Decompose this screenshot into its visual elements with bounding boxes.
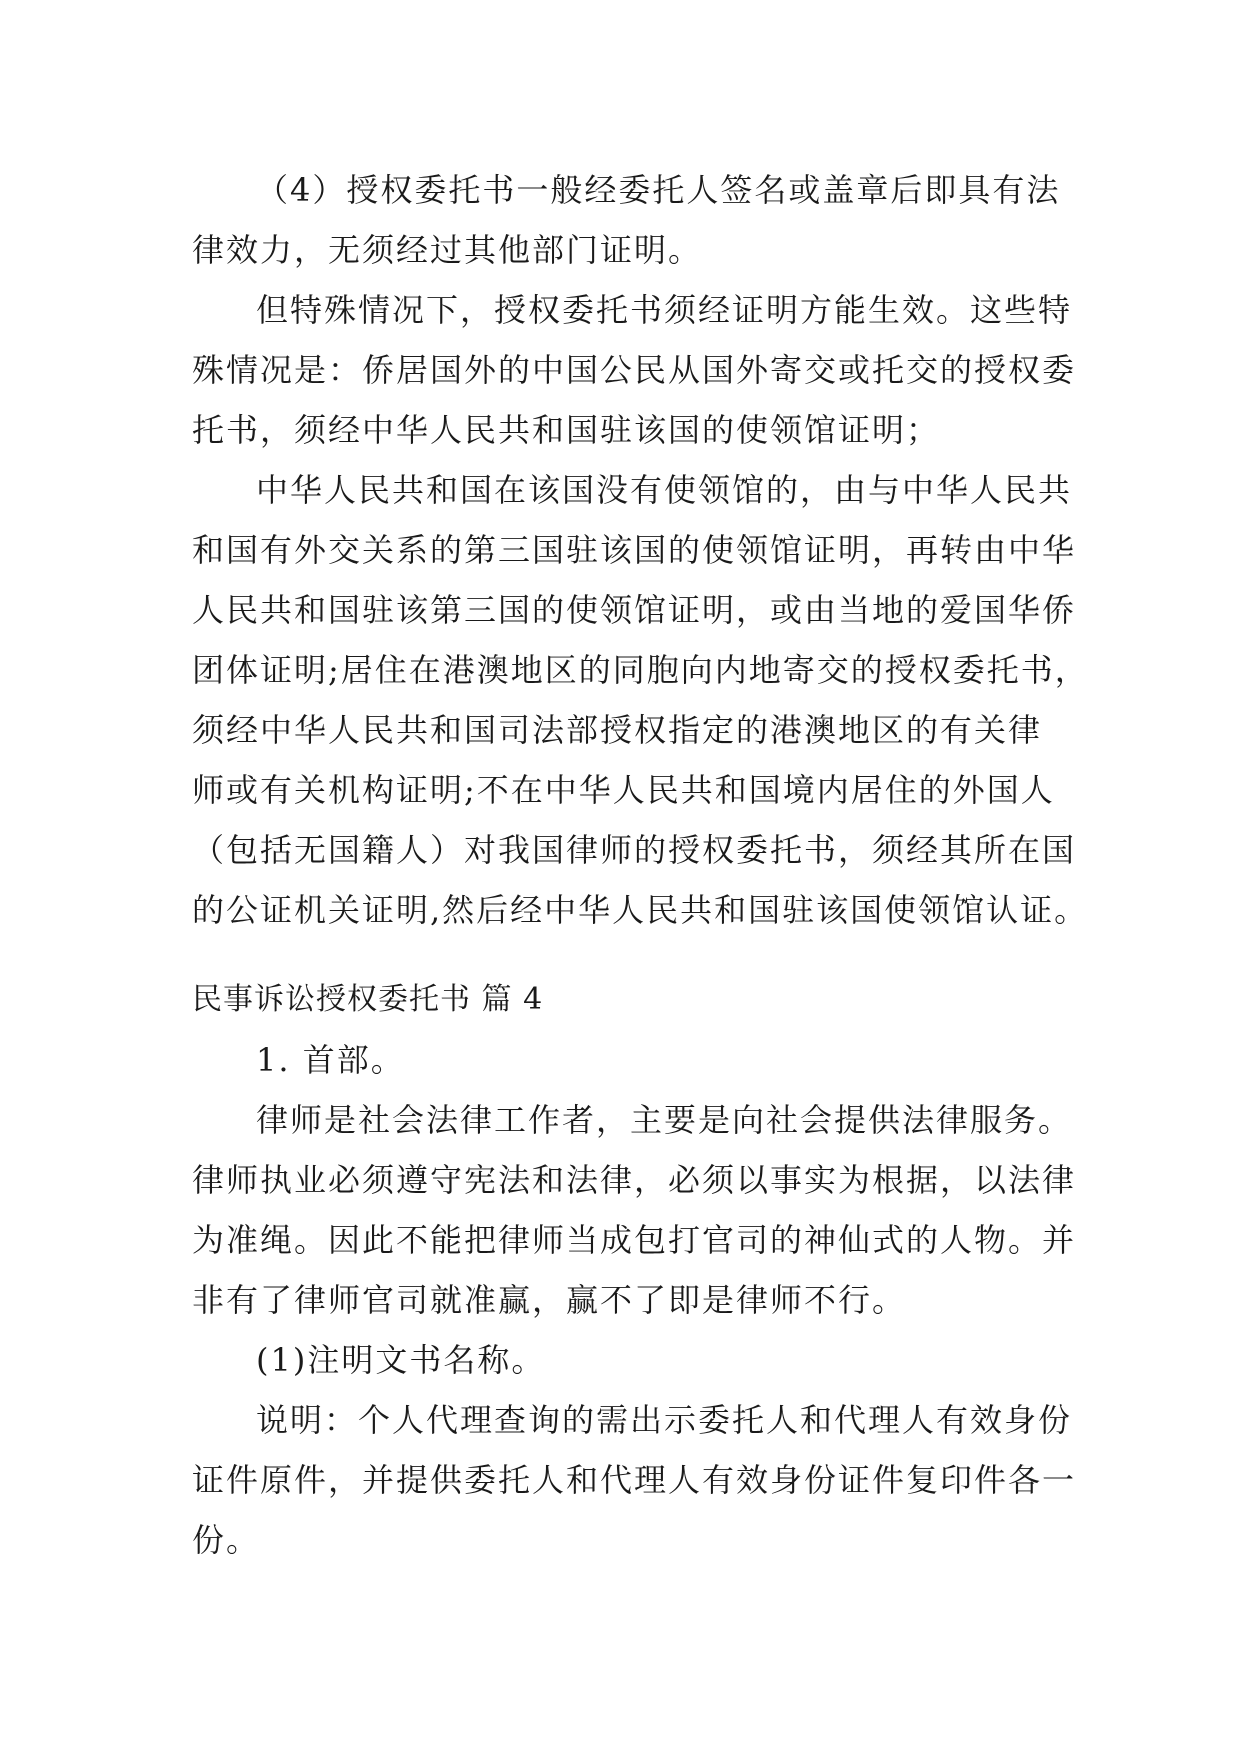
paragraph-line: 人民共和国驻该第三国的使领馆证明，或由当地的爱国华侨 [192,591,1077,629]
section-1-body [192,160,1089,940]
paragraph-line: 1. 首部。 [256,1041,405,1079]
paragraph-line: 为准绳。因此不能把律师当成包打官司的神仙式的人物。并 [192,1221,1077,1259]
paragraph-line: 说明：个人代理查询的需出示委托人和代理人有效身份 [256,1401,1073,1439]
paragraph-line: 律师是社会法律工作者，主要是向社会提供法律服务。 [256,1101,1073,1139]
section-heading: 民事诉讼授权委托书 篇 4 [192,982,544,1017]
paragraph-line: 律效力，无须经过其他部门证明。 [192,231,703,269]
paragraph-line: 非有了律师官司就准赢，赢不了即是律师不行。 [192,1281,907,1319]
paragraph-line: 证件原件，并提供委托人和代理人有效身份证件复印件各一 [192,1461,1077,1499]
section-2-body [192,1030,1077,1570]
paragraph-line: 份。 [192,1521,261,1559]
paragraph-line: 须经中华人民共和国司法部授权指定的港澳地区的有关律 [192,711,1043,749]
paragraph-line: 和国有外交关系的第三国驻该国的使领馆证明，再转由中华 [192,531,1077,569]
paragraph-line: (1)注明文书名称。 [256,1341,546,1379]
paragraph-line: 但特殊情况下，授权委托书须经证明方能生效。这些特 [256,291,1073,329]
paragraph-line: 殊情况是：侨居国外的中国公民从国外寄交或托交的授权委 [192,351,1077,389]
paragraph-line: （4）授权委托书一般经委托人签名或盖章后即具有法 [256,171,1061,209]
paragraph-line: 师或有关机构证明;不在中华人民共和国境内居住的外国人 [192,771,1055,809]
paragraph-line: 团体证明;居住在港澳地区的同胞向内地寄交的授权委托书， [192,651,1089,689]
paragraph-line: 中华人民共和国在该国没有使领馆的，由与中华人民共 [256,471,1073,509]
paragraph-line: 律师执业必须遵守宪法和法律，必须以事实为根据，以法律 [192,1161,1077,1199]
paragraph-line: 的公证机关证明,然后经中华人民共和国驻该国使领馆认证。 [192,891,1089,929]
paragraph-line: （包括无国籍人）对我国律师的授权委托书，须经其所在国 [192,831,1077,869]
paragraph-line: 托书，须经中华人民共和国驻该国的使领馆证明； [192,411,941,449]
